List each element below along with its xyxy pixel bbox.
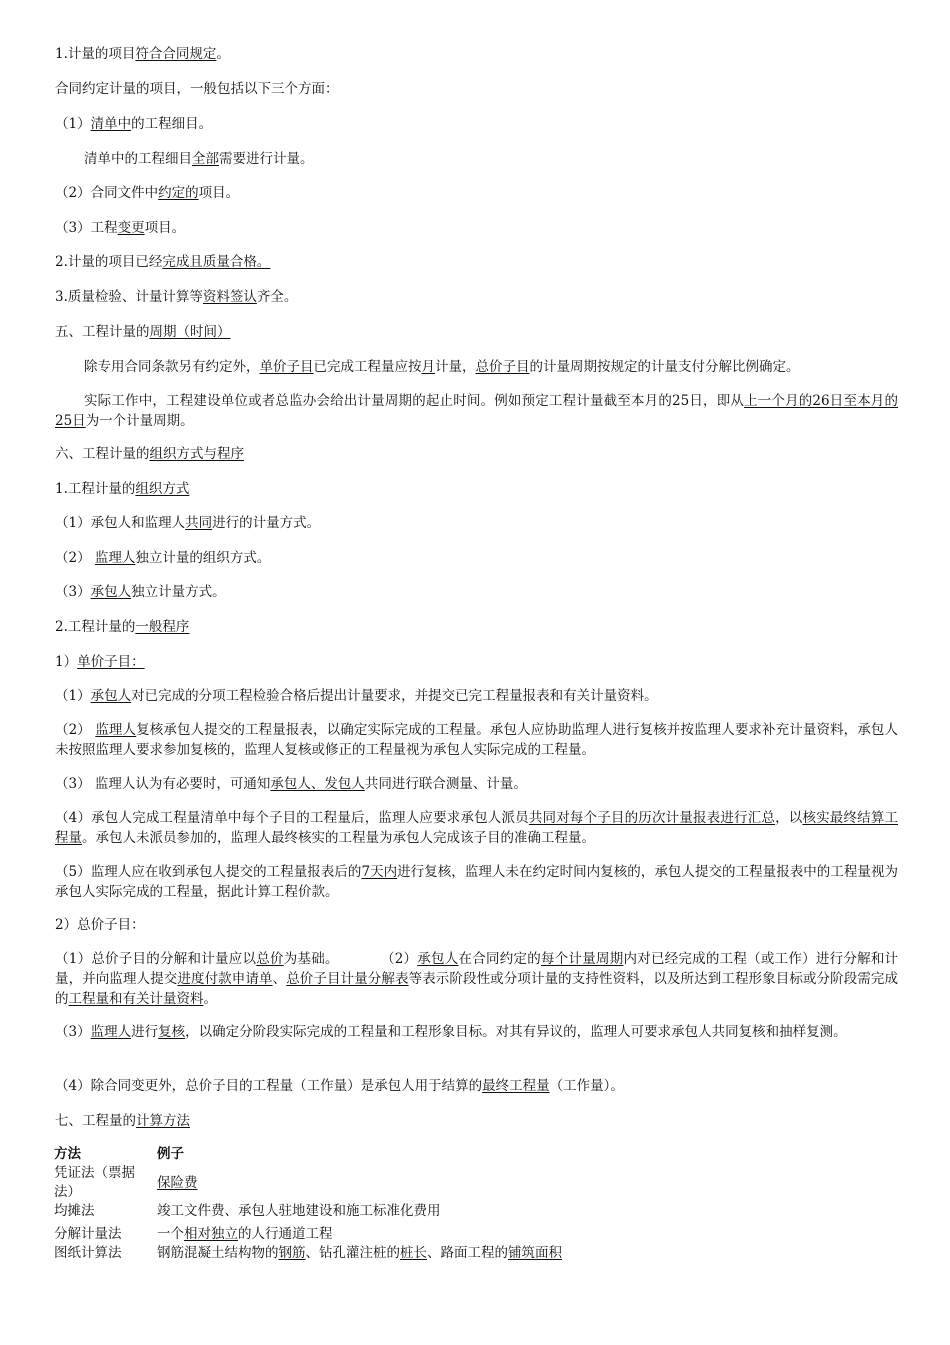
example-cell: 保险费 bbox=[157, 1174, 198, 1191]
sub-item-1-detail: 清单中的工程细目全部需要进行计量。 bbox=[84, 151, 314, 167]
example-cell: 竣工文件费、承包人驻地建设和施工标准化费用 bbox=[157, 1203, 441, 1219]
org-method-2: （2） 监理人独立计量的组织方式。 bbox=[55, 550, 271, 566]
item-3-heading: 3.质量检验、计量计算等资料签认齐全。 bbox=[55, 289, 298, 305]
sub-item-2: （2）合同文件中约定的项目。 bbox=[55, 185, 240, 201]
method-cell: 分解计量法 bbox=[54, 1226, 122, 1242]
method-cell: 凭证法（票据法） bbox=[54, 1165, 135, 1200]
sub-item-3: （3）工程变更项目。 bbox=[55, 220, 186, 236]
org-method-3: （3）承包人独立计量方式。 bbox=[55, 584, 226, 600]
section-7-heading: 七、工程量的计算方法 bbox=[55, 1113, 190, 1129]
unit-price-step-2: （2） 监理人复核承包人提交的工程量报表，以确定实际完成的工程量。承包人应协助监理人进行复核并按监理人要求补充计量资料，承包人未按照监理人要求参加复核的，监理人复核或修正的工程量视为承包人实际完成的工程量。 bbox=[55, 722, 899, 758]
unit-price-heading: 1）单价子目： bbox=[55, 654, 145, 670]
column-header-method: 方法 bbox=[54, 1146, 81, 1162]
lump-sum-heading: 2）总价子目： bbox=[55, 917, 145, 933]
table-row bbox=[54, 1202, 562, 1221]
method-cell: 均摊法 bbox=[54, 1203, 95, 1219]
unit-price-step-4: （4）承包人完成工程量清单中每个子目的工程量后，监理人应要求承包人派员共同对每个子目的历次计量报表进行汇总，以核实最终结算工程量。承包人未派员参加的，监理人最终核实的工程量为承包人完成该子目的准确工程量。 bbox=[55, 810, 899, 846]
item-1-heading: 1.计量的项目符合合同规定。 bbox=[55, 46, 230, 62]
table-row bbox=[54, 1221, 562, 1244]
lump-sum-step-3: （3）监理人进行复核，以确定分阶段实际完成的工程量和工程形象目标。对其有异议的，监理人可要求承包人共同复核和抽样复测。 bbox=[55, 1024, 847, 1040]
calculation-methods-table bbox=[54, 1144, 562, 1263]
org-method-1: （1）承包人和监理人共同进行的计量方式。 bbox=[55, 515, 321, 531]
lump-sum-step-1-2: （1）总价子目的分解和计量应以总价为基础。 （2）承包人在合同约定的每个计量周期内对已经完成的工程（或工作）进行分解和计量，并向监理人提交进度付款申请单、总价子目计量分解表等表示阶段性或分项计量的支持性资料，以及所达到工程形象目标或分阶段需完成的工程量和有关计量资料。 bbox=[55, 951, 899, 1007]
sub-item-1: （1）清单中的工程细目。 bbox=[55, 116, 213, 132]
item-2-heading: 2.计量的项目已经完成且质量合格。 bbox=[55, 254, 271, 270]
section-6-heading: 六、工程计量的组织方式与程序 bbox=[55, 446, 244, 462]
unit-price-step-1: （1）承包人对已完成的分项工程检验合格后提出计量要求，并提交已完工程量报表和有关计量资料。 bbox=[55, 688, 658, 704]
contract-items-intro: 合同约定计量的项目，一般包括以下三个方面： bbox=[55, 81, 339, 97]
column-header-example: 例子 bbox=[157, 1146, 184, 1162]
table-row bbox=[54, 1164, 562, 1202]
general-procedure-heading: 2.工程计量的一般程序 bbox=[55, 619, 190, 635]
lump-sum-step-4: （4）除合同变更外，总价子目的工程量（工作量）是承包人用于结算的最终工程量（工作量）。 bbox=[55, 1078, 624, 1094]
unit-price-step-5: （5）监理人应在收到承包人提交的工程量报表后的7天内进行复核，监理人未在约定时间内复核的，承包人提交的工程量报表中的工程量视为承包人实际完成的工程量，据此计算工程价款。 bbox=[55, 864, 898, 900]
method-cell: 图纸计算法 bbox=[54, 1245, 122, 1261]
section-5-heading: 五、工程计量的周期（时间） bbox=[55, 324, 231, 340]
example-cell: 一个相对独立的人行通道工程 bbox=[157, 1226, 333, 1242]
practical-period-paragraph: 实际工作中，工程建设单位或者总监办会给出计量周期的起止时间。例如预定工程计量截至本月的25日，即从上一个月的26日至本月的25日为一个计量周期。 bbox=[55, 393, 898, 429]
org-method-heading: 1.工程计量的组织方式 bbox=[55, 481, 190, 497]
example-cell: 钢筋混凝土结构物的钢筋、钻孔灌注桩的桩长、路面工程的铺筑面积 bbox=[157, 1245, 562, 1261]
measure-period-paragraph: 除专用合同条款另有约定外，单价子目已完成工程量应按月计量，总价子目的计量周期按规定的计量支付分解比例确定。 bbox=[84, 359, 800, 375]
table-header-row bbox=[54, 1144, 562, 1164]
table-row bbox=[54, 1244, 562, 1263]
unit-price-step-3: （3） 监理人认为有必要时，可通知承包人、发包人共同进行联合测量、计量。 bbox=[55, 776, 527, 792]
